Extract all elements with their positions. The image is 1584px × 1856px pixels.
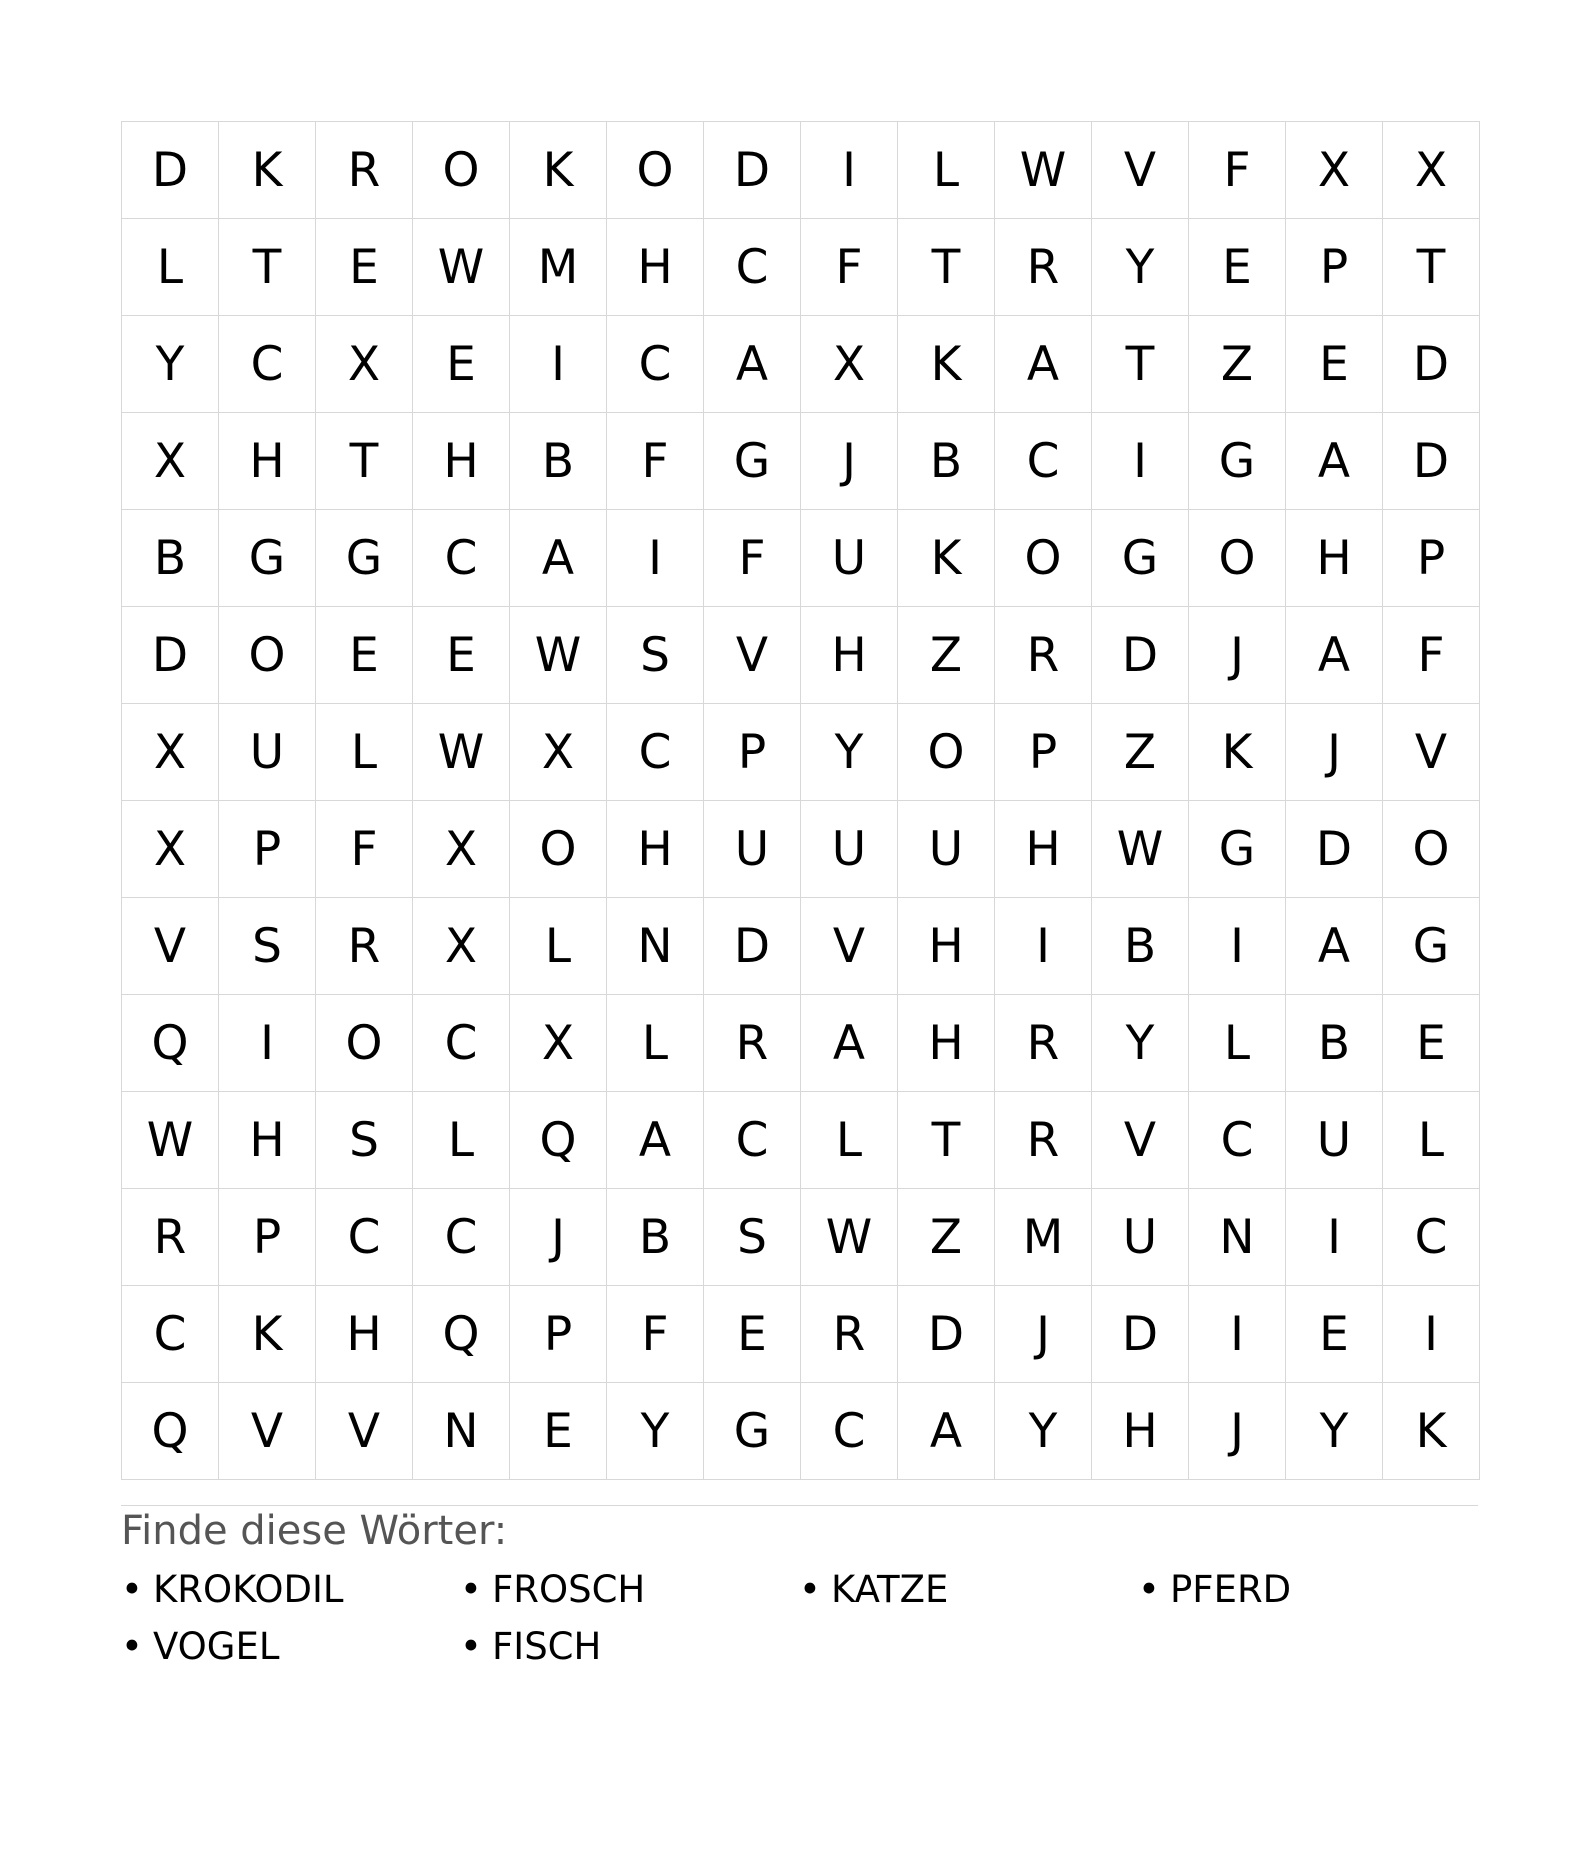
grid-cell[interactable]: O [316,995,413,1092]
grid-cell[interactable]: R [995,607,1092,704]
bullet-icon: • [1138,1568,1160,1611]
grid-cell[interactable]: C [704,1092,801,1189]
grid-cell[interactable]: A [898,1383,995,1480]
grid-cell[interactable]: Q [122,1383,219,1480]
grid-cell[interactable]: C [122,1286,219,1383]
grid-cell[interactable]: B [1092,898,1189,995]
grid-cell[interactable]: F [1189,122,1286,219]
grid-cell[interactable]: C [607,316,704,413]
grid-cell[interactable]: Y [122,316,219,413]
grid-cell[interactable]: C [995,413,1092,510]
grid-cell[interactable]: T [898,219,995,316]
grid-cell[interactable]: B [510,413,607,510]
grid-cell[interactable]: G [1092,510,1189,607]
grid-cell[interactable]: N [1189,1189,1286,1286]
grid-cell[interactable]: U [898,801,995,898]
grid-cell[interactable]: M [510,219,607,316]
grid-cell[interactable]: O [1383,801,1480,898]
grid-cell[interactable]: E [1286,1286,1383,1383]
grid-cell[interactable]: X [801,316,898,413]
grid-cell[interactable]: R [995,995,1092,1092]
grid-cell[interactable]: A [1286,607,1383,704]
grid-cell[interactable]: G [1383,898,1480,995]
grid-cell[interactable]: D [1092,1286,1189,1383]
bullet-icon: • [121,1625,143,1668]
grid-cell[interactable]: C [316,1189,413,1286]
grid-cell[interactable]: G [704,1383,801,1480]
grid-cell[interactable]: F [607,1286,704,1383]
grid-cell[interactable]: L [801,1092,898,1189]
grid-cell[interactable]: G [316,510,413,607]
word-label: FROSCH [492,1568,646,1611]
grid-cell[interactable]: H [219,413,316,510]
grid-cell[interactable]: P [219,801,316,898]
grid-cell[interactable]: R [316,122,413,219]
grid-cell[interactable]: C [607,704,704,801]
grid-cell[interactable]: V [122,898,219,995]
grid-cell[interactable]: A [1286,898,1383,995]
word-list-item [799,1568,1138,1625]
grid-cell[interactable]: X [510,995,607,1092]
grid-cell[interactable]: F [316,801,413,898]
grid-cell[interactable]: Q [510,1092,607,1189]
grid-cell[interactable]: D [1383,316,1480,413]
grid-cell[interactable]: R [995,1092,1092,1189]
grid-cell[interactable]: X [122,413,219,510]
grid-cell[interactable]: J [1286,704,1383,801]
grid-cell[interactable]: C [413,510,510,607]
grid-cell[interactable]: Y [801,704,898,801]
grid-cell[interactable]: I [1189,898,1286,995]
grid-cell[interactable]: F [607,413,704,510]
grid-cell[interactable]: H [1286,510,1383,607]
grid-cell[interactable]: W [801,1189,898,1286]
grid-cell[interactable]: J [801,413,898,510]
grid-cell[interactable]: R [704,995,801,1092]
grid-cell[interactable]: K [898,316,995,413]
grid-cell[interactable]: T [219,219,316,316]
grid-cell[interactable]: E [1286,316,1383,413]
grid-cell[interactable]: A [1286,413,1383,510]
grid-cell[interactable]: K [898,510,995,607]
grid-cell[interactable]: K [1383,1383,1480,1480]
grid-cell[interactable]: R [122,1189,219,1286]
word-label: PFERD [1170,1568,1292,1611]
grid-cell[interactable]: R [995,219,1092,316]
grid-cell[interactable]: X [413,898,510,995]
grid-cell[interactable]: K [219,1286,316,1383]
word-list-item [121,1568,460,1625]
grid-cell[interactable]: O [607,122,704,219]
grid-cell[interactable]: U [1286,1092,1383,1189]
grid-cell[interactable]: U [801,801,898,898]
grid-cell[interactable]: I [1189,1286,1286,1383]
grid-cell[interactable]: V [316,1383,413,1480]
word-label: FISCH [492,1625,602,1668]
grid-cell[interactable]: J [1189,607,1286,704]
grid-cell[interactable]: T [1383,219,1480,316]
grid-cell[interactable]: E [413,607,510,704]
grid-cell[interactable]: A [607,1092,704,1189]
grid-cell[interactable]: S [607,607,704,704]
grid-cell[interactable]: C [704,219,801,316]
grid-cell[interactable]: G [1189,413,1286,510]
grid-cell[interactable]: D [898,1286,995,1383]
grid-cell[interactable]: F [704,510,801,607]
grid-cell[interactable]: W [1092,801,1189,898]
grid-cell[interactable]: L [1189,995,1286,1092]
grid-cell[interactable]: J [1189,1383,1286,1480]
grid-cell[interactable]: X [122,801,219,898]
grid-cell[interactable]: I [219,995,316,1092]
grid-cell[interactable]: H [801,607,898,704]
grid-cell[interactable]: K [219,122,316,219]
grid-cell[interactable]: G [1189,801,1286,898]
bullet-icon: • [799,1568,821,1611]
grid-cell[interactable]: L [122,219,219,316]
grid-cell[interactable]: Q [122,995,219,1092]
grid-cell[interactable]: E [316,219,413,316]
grid-cell[interactable]: V [1092,122,1189,219]
grid-cell[interactable]: S [704,1189,801,1286]
grid-cell[interactable]: H [1092,1383,1189,1480]
grid-cell[interactable]: C [219,316,316,413]
grid-cell[interactable]: C [413,995,510,1092]
grid-cell[interactable]: O [898,704,995,801]
grid-cell[interactable]: Y [1092,219,1189,316]
grid-cell[interactable]: C [413,1189,510,1286]
grid-cell[interactable]: I [510,316,607,413]
grid-cell[interactable]: D [704,122,801,219]
grid-cell[interactable]: W [510,607,607,704]
grid-cell[interactable]: H [219,1092,316,1189]
grid-cell[interactable]: W [413,219,510,316]
bullet-icon: • [460,1568,482,1611]
word-list-item [1138,1568,1477,1625]
grid-cell[interactable]: H [607,219,704,316]
grid-cell[interactable]: H [995,801,1092,898]
word-label: KATZE [831,1568,949,1611]
grid-cell[interactable]: P [1383,510,1480,607]
grid-cell[interactable]: O [1189,510,1286,607]
grid-cell[interactable]: C [801,1383,898,1480]
grid-cell[interactable]: T [1092,316,1189,413]
grid-cell[interactable]: R [801,1286,898,1383]
word-label: KROKODIL [153,1568,344,1611]
grid-cell[interactable]: Q [413,1286,510,1383]
grid-cell[interactable]: H [898,995,995,1092]
grid-cell[interactable]: O [219,607,316,704]
grid-cell[interactable]: A [510,510,607,607]
grid-cell[interactable]: N [413,1383,510,1480]
bullet-icon: • [121,1568,143,1611]
grid-cell[interactable]: G [219,510,316,607]
grid-cell[interactable]: Y [1092,995,1189,1092]
grid-cell[interactable]: V [1383,704,1480,801]
grid-cell[interactable]: X [122,704,219,801]
grid-cell[interactable]: D [1286,801,1383,898]
grid-cell[interactable]: U [1092,1189,1189,1286]
grid-cell[interactable]: X [1286,122,1383,219]
grid-cell[interactable]: R [316,898,413,995]
grid-cell[interactable]: P [704,704,801,801]
grid-cell[interactable]: B [607,1189,704,1286]
grid-cell[interactable]: L [898,122,995,219]
grid-cell[interactable]: H [413,413,510,510]
grid-cell[interactable]: L [607,995,704,1092]
grid-cell[interactable]: S [219,898,316,995]
grid-cell[interactable]: V [219,1383,316,1480]
grid-cell[interactable]: H [607,801,704,898]
grid-cell[interactable]: K [510,122,607,219]
grid-cell[interactable]: T [898,1092,995,1189]
grid-cell[interactable]: E [413,316,510,413]
word-label: VOGEL [153,1625,280,1668]
grid-cell[interactable]: U [801,510,898,607]
grid-cell[interactable]: M [995,1189,1092,1286]
grid-cell[interactable]: J [510,1189,607,1286]
grid-cell[interactable]: A [801,995,898,1092]
grid-cell[interactable]: K [1189,704,1286,801]
grid-cell[interactable]: H [316,1286,413,1383]
grid-cell[interactable]: D [1383,413,1480,510]
grid-cell[interactable]: F [1383,607,1480,704]
grid-cell[interactable]: P [1286,219,1383,316]
grid-cell[interactable]: O [413,122,510,219]
grid-cell[interactable]: L [510,898,607,995]
grid-cell[interactable]: W [995,122,1092,219]
grid-cell[interactable]: B [122,510,219,607]
grid-cell[interactable]: G [704,413,801,510]
grid-cell[interactable]: X [316,316,413,413]
grid-cell[interactable]: E [1189,219,1286,316]
grid-cell[interactable]: P [510,1286,607,1383]
grid-cell[interactable]: I [1383,1286,1480,1383]
grid-cell[interactable]: Y [1286,1383,1383,1480]
grid-cell[interactable]: L [1383,1092,1480,1189]
grid-cell[interactable]: I [801,122,898,219]
grid-cell[interactable]: E [316,607,413,704]
grid-cell[interactable]: X [510,704,607,801]
grid-cell[interactable]: E [510,1383,607,1480]
grid-cell[interactable]: H [898,898,995,995]
grid-cell[interactable]: O [995,510,1092,607]
divider [121,1505,1478,1506]
word-list [121,1568,1478,1682]
grid-cell[interactable]: D [122,607,219,704]
grid-cell[interactable]: Y [607,1383,704,1480]
grid-cell[interactable]: S [316,1092,413,1189]
grid-cell[interactable]: I [1092,413,1189,510]
grid-cell[interactable]: L [413,1092,510,1189]
grid-cell[interactable]: B [898,413,995,510]
grid-cell[interactable]: I [607,510,704,607]
grid-cell[interactable]: C [1383,1189,1480,1286]
grid-cell[interactable]: O [510,801,607,898]
grid-cell[interactable]: U [704,801,801,898]
grid-cell[interactable]: V [1092,1092,1189,1189]
grid-cell[interactable]: P [995,704,1092,801]
grid-cell[interactable]: Y [995,1383,1092,1480]
grid-cell[interactable]: C [1189,1092,1286,1189]
grid-cell[interactable]: Z [898,1189,995,1286]
grid-cell[interactable]: Z [1189,316,1286,413]
grid-cell[interactable]: A [995,316,1092,413]
grid-cell[interactable]: W [122,1092,219,1189]
grid-cell[interactable]: E [1383,995,1480,1092]
word-list-title: Finde diese Wörter: [121,1508,508,1554]
grid-cell[interactable]: Z [1092,704,1189,801]
grid-cell[interactable]: Z [898,607,995,704]
grid-cell[interactable]: B [1286,995,1383,1092]
grid-cell[interactable]: D [704,898,801,995]
grid-cell[interactable]: D [122,122,219,219]
letter-grid [121,121,1480,1480]
grid-cell[interactable]: J [995,1286,1092,1383]
grid-cell[interactable]: V [801,898,898,995]
grid-cell[interactable]: A [704,316,801,413]
grid-cell[interactable]: D [1092,607,1189,704]
grid-cell[interactable]: X [413,801,510,898]
grid-cell[interactable]: F [801,219,898,316]
word-list-item [460,1568,799,1625]
grid-cell[interactable]: W [413,704,510,801]
grid-cell[interactable]: U [219,704,316,801]
grid-cell[interactable]: L [316,704,413,801]
grid-cell[interactable]: X [1383,122,1480,219]
grid-cell[interactable]: I [1286,1189,1383,1286]
grid-cell[interactable]: V [704,607,801,704]
bullet-icon: • [460,1625,482,1668]
grid-cell[interactable]: E [704,1286,801,1383]
word-list-item [460,1625,799,1682]
grid-cell[interactable]: T [316,413,413,510]
grid-cell[interactable]: I [995,898,1092,995]
grid-cell[interactable]: P [219,1189,316,1286]
grid-cell[interactable]: N [607,898,704,995]
word-list-item [121,1625,460,1682]
